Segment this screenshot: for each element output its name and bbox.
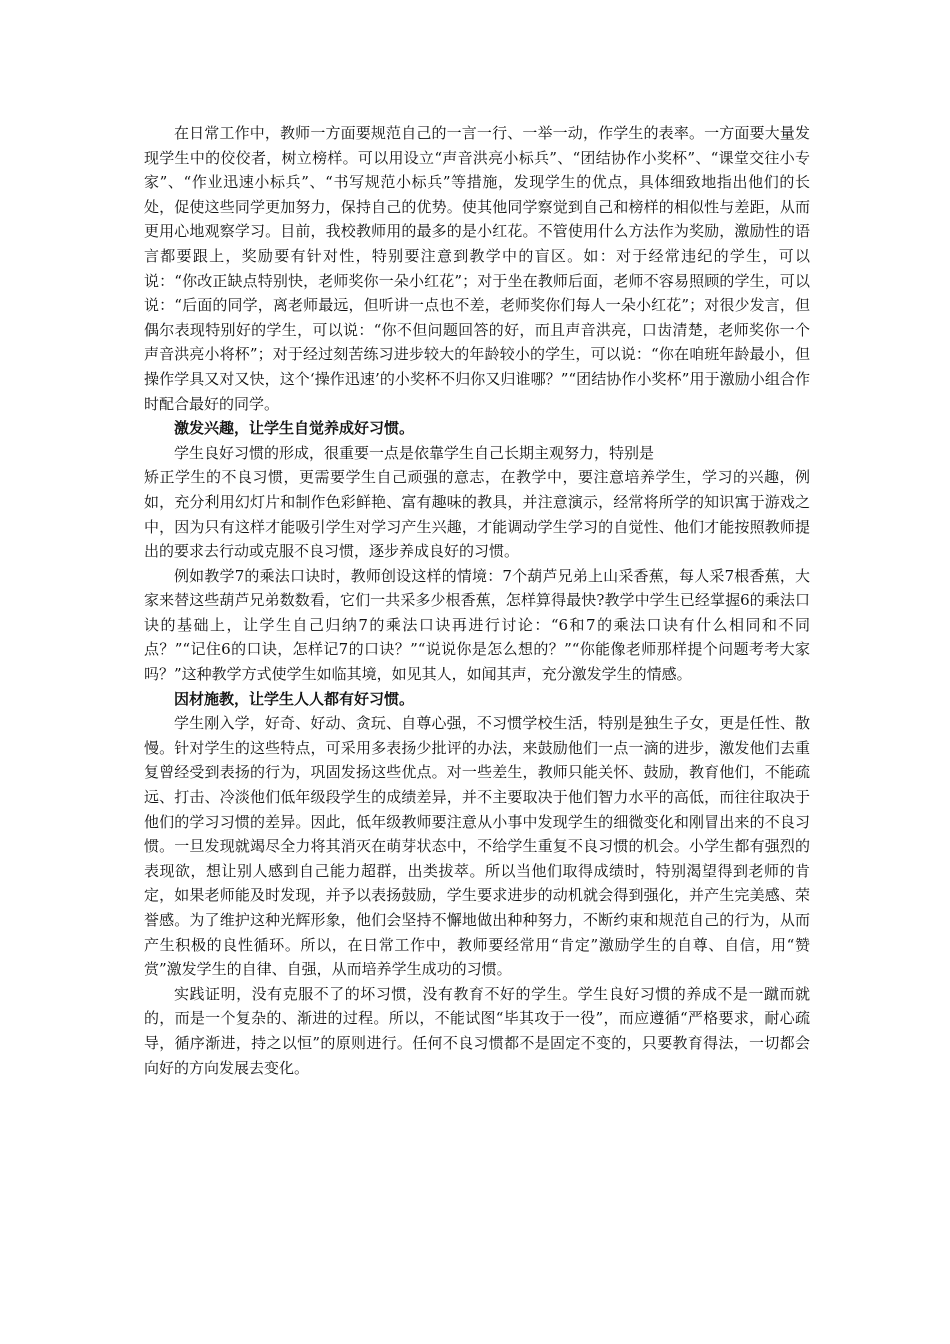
document-page	[144, 121, 810, 1080]
section-heading-interest: 激发兴趣，让学生自觉养成好习惯。	[174, 419, 415, 438]
paragraph-new-students: 学生刚入学，好奇、好动、贪玩、自尊心强，不习惯学校生活，特别是独生子女，更是任性、散慢。针对学生的这些特点，可采用多表扬少批评的办法，来鼓励他们一点一滴的进步，激发他们去重复曾经受到表扬的行为，巩固发扬这些优点。对一些差生，教师只能关怀、鼓励，教育他们，不能疏远、打击、冷淡他们低年级段学生的成绩差异，并不主要取决于他们智力水平的高低，而往往取决于他们的学习习惯的差异。因此，低年级教师要注意从小事中发现学生的细微变化和刚冒出来的不良习惯。一旦发现就竭尽全力将其消灭在萌芽状态中，不给学生重复不良习惯的机会。小学生都有强烈的表现欲，想让别人感到自己能力超群，出类拔萃。所以当他们取得成绩时，特别渴望得到老师的肯定，如果老师能及时发现，并予以表扬鼓励，学生要求进步的动机就会得到强化，并产生完美感、荣誉感。为了维护这种光辉形象，他们会坚持不懈地做出种种努力，不断约束和规范自己的行为，从而产生积极的良性循环。所以，在日常工作中，教师要经常用“肯定”激励学生的自尊、自信，用“赞赏”激发学生的自律、自强，从而培养学生成功的习惯。	[144, 714, 810, 979]
paragraph-intro: 在日常工作中，教师一方面要规范自己的一言一行、一举一动，作学生的表率。一方面要大量发现学生中的佼佼者，树立榜样。可以用设立“声音洪亮小标兵”、“团结协作小奖杯”、“课堂交往小专家”、“作业迅速小标兵”、“书写规范小标兵”等措施，发现学生的优点，具体细致地指出他们的长处，促使这些同学更加努力，保持自己的优势。使其他同学察觉到自己和榜样的相似性与差距，从而更用心地观察学习。目前，我校教师用的最多的是小红花。不管使用什么方法作为奖励，激励性的语言都要跟上，奖励要有针对性，特别要注意到教学中的盲区。如：对于经常违纪的学生，可以说：“你改正缺点特别快，老师奖你一朵小红花”；对于坐在教师后面，老师不容易照顾的学生，可以说：“后面的同学，离老师最远，但听讲一点也不差，老师奖你们每人一朵小红花”；对很少发言，但偶尔表现特别好的学生，可以说：“你不但问题回答的好，而且声音洪亮，口齿清楚，老师奖你一个声音洪亮小将杯”；对于经过刻苦练习进步较大的年龄较小的学生，可以说：“你在咱班年龄最小，但操作学具又对又快，这个‘操作迅速’的小奖杯不归你又归谁哪？”“团结协作小奖杯”用于激励小组合作时配合最好的同学。	[144, 124, 810, 413]
paragraph-multiplication-example: 例如教学7的乘法口诀时，教师创设这样的情境：7个葫芦兄弟上山采香蕉，每人采7根香蕉，大家来替这些葫芦兄弟数数看，它们一共采多少根香蕉，怎样算得最快?教学中学生已经掌握6的乘法口诀的基础上，让学生自己归纳7的乘法口诀再进行讨论：“6和7的乘法口诀有什么相同和不同点？”“记住6的口诀，怎样记7的口诀？”“说说你是怎么想的？”“你能像老师那样提个问题考考大家吗？”这种教学方式使学生如临其境，如见其人，如闻其声，充分激发学生的情感。	[144, 566, 810, 684]
paragraph-correct-habits: 矫正学生的不良习惯，更需要学生自己顽强的意志，在教学中，要注意培养学生，学习的兴趣，例如，充分利用幻灯片和制作色彩鲜艳、富有趣味的教具，并注意演示，经常将所学的知识寓于游戏之中，因为只有这样才能吸引学生对学习产生兴趣，才能调动学生学习的自觉性、他们才能按照教师提出的要求去行动或克服不良习惯，逐步养成良好的习惯。	[144, 468, 810, 561]
paragraph-habit-formation: 学生良好习惯的形成，很重要一点是依靠学生自己长期主观努力，特别是	[174, 443, 655, 462]
paragraph-conclusion: 实践证明，没有克服不了的坏习惯，没有教育不好的学生。学生良好习惯的养成不是一蹴而就的，而是一个复杂的、渐进的过程。所以，不能试图“毕其攻于一役”，而应遵循“严格要求，耐心疏导，循序渐进，持之以恒”的原则进行。任何不良习惯都不是固定不变的，只要教育得法，一切都会向好的方向发展去变化。	[144, 984, 810, 1077]
section-heading-individual-teaching: 因材施教，让学生人人都有好习惯。	[174, 689, 415, 708]
